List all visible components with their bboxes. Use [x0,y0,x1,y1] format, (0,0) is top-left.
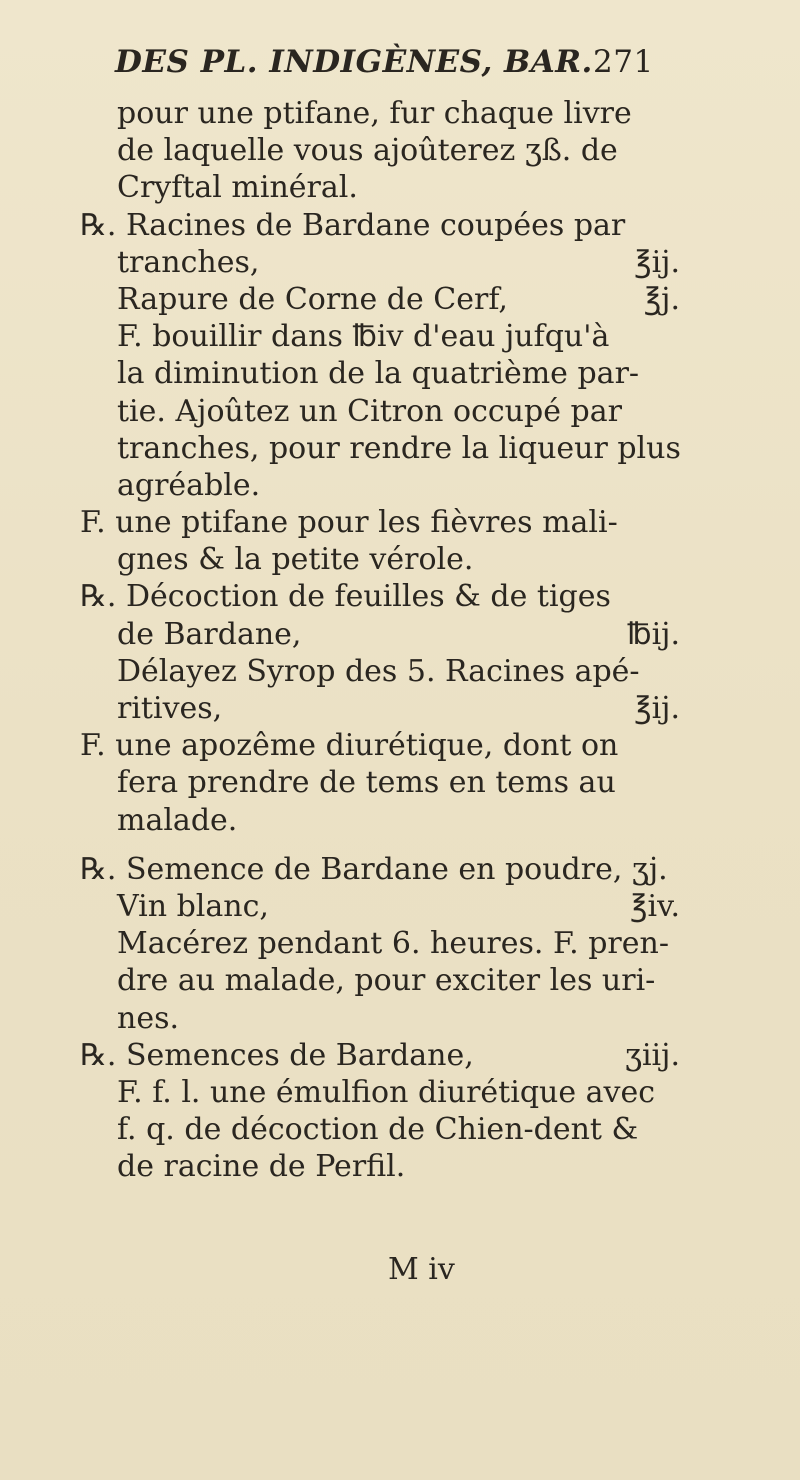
text-line [80,1074,680,1111]
line-text: Cryftal minéral. [117,170,358,206]
line-text: fera prendre de tems en tems au [117,765,616,801]
line-text: ℞. Racines de Bardane coupées par [80,207,626,243]
line-text: ℞. Semences de Bardane, [80,1037,474,1073]
line-text: ritives, [117,691,223,726]
line-text: de laquelle vous ajoûterez ʒß. de [117,133,618,169]
text-line [80,504,680,541]
text-line [80,1148,680,1185]
text-line [80,1111,680,1148]
line-text: dre au malade, pour exciter les uri- [117,963,656,999]
line-text: de Bardane, [117,616,302,652]
text-line [80,207,680,244]
text-line [80,578,680,615]
text-line [80,851,680,888]
text-line [80,281,680,318]
line-text: nes. [117,1000,180,1036]
running-header [115,44,715,80]
line-text: agréable. [117,467,261,503]
line-text: malade. [117,802,238,838]
signature-mark: M iv [388,1252,455,1287]
text-line [80,244,680,281]
page-number: 271 [593,44,654,80]
text-line [80,430,680,467]
page-body [80,95,680,1185]
text-line [80,727,680,764]
line-text: tie. Ajoûtez un Citron occupé par [117,393,622,429]
text-line [80,393,680,430]
text-line [80,690,680,727]
dosage-quantity: ʒiij. [625,1037,680,1073]
line-text: Macérez pendant 6. heures. F. pren- [117,926,669,962]
dosage-quantity: ℥ij. [634,244,680,280]
text-line [80,888,680,925]
line-text: de racine de Perfil. [117,1149,406,1185]
text-line [80,802,680,839]
text-line [80,1000,680,1037]
line-text: Rapure de Corne de Cerf, [117,281,508,317]
text-line [80,318,680,355]
text-line [80,541,680,578]
dosage-quantity: ℥iv. [630,888,680,924]
text-line [80,169,680,206]
dosage-quantity: ℔ij. [627,616,680,652]
text-line [80,653,680,690]
line-text: F. bouillir dans ℔iv d'eau jufqu'à [117,319,610,355]
line-text: f. q. de décoction de Chien-dent & [117,1112,639,1148]
line-text: Délayez Syrop des 5. Racines apé- [117,653,640,689]
text-line [80,1037,680,1074]
dosage-quantity: ℥ij. [634,691,680,726]
dosage-quantity: ℥j. [643,281,680,317]
line-text: F. f. l. une émulfion diurétique avec [117,1074,656,1110]
text-line [80,95,680,132]
text-line [80,764,680,801]
line-text: F. une ptifane pour les fièvres mali- [80,505,618,541]
line-text: Vin blanc, [117,888,269,924]
text-line [80,467,680,504]
text-line [80,925,680,962]
text-line [80,962,680,999]
line-text: la diminution de la quatrième par- [117,356,640,392]
line-text: tranches, [117,244,260,280]
line-text: F. une apozême diurétique, dont on [80,728,619,764]
line-text: ℞. Semence de Bardane en poudre, ʒj. [80,851,668,887]
text-line [80,355,680,392]
text-line [80,616,680,653]
paragraph-gap [80,839,680,851]
line-text: ℞. Décoction de feuilles & de tiges [80,579,611,615]
running-title: DES PL. INDIGÈNES, BAR. [115,44,593,80]
line-text: pour une ptifane, fur chaque livre [117,96,632,131]
line-text: gnes & la petite vérole. [117,542,474,578]
line-text: tranches, pour rendre la liqueur plus [117,430,681,466]
text-line [80,132,680,169]
